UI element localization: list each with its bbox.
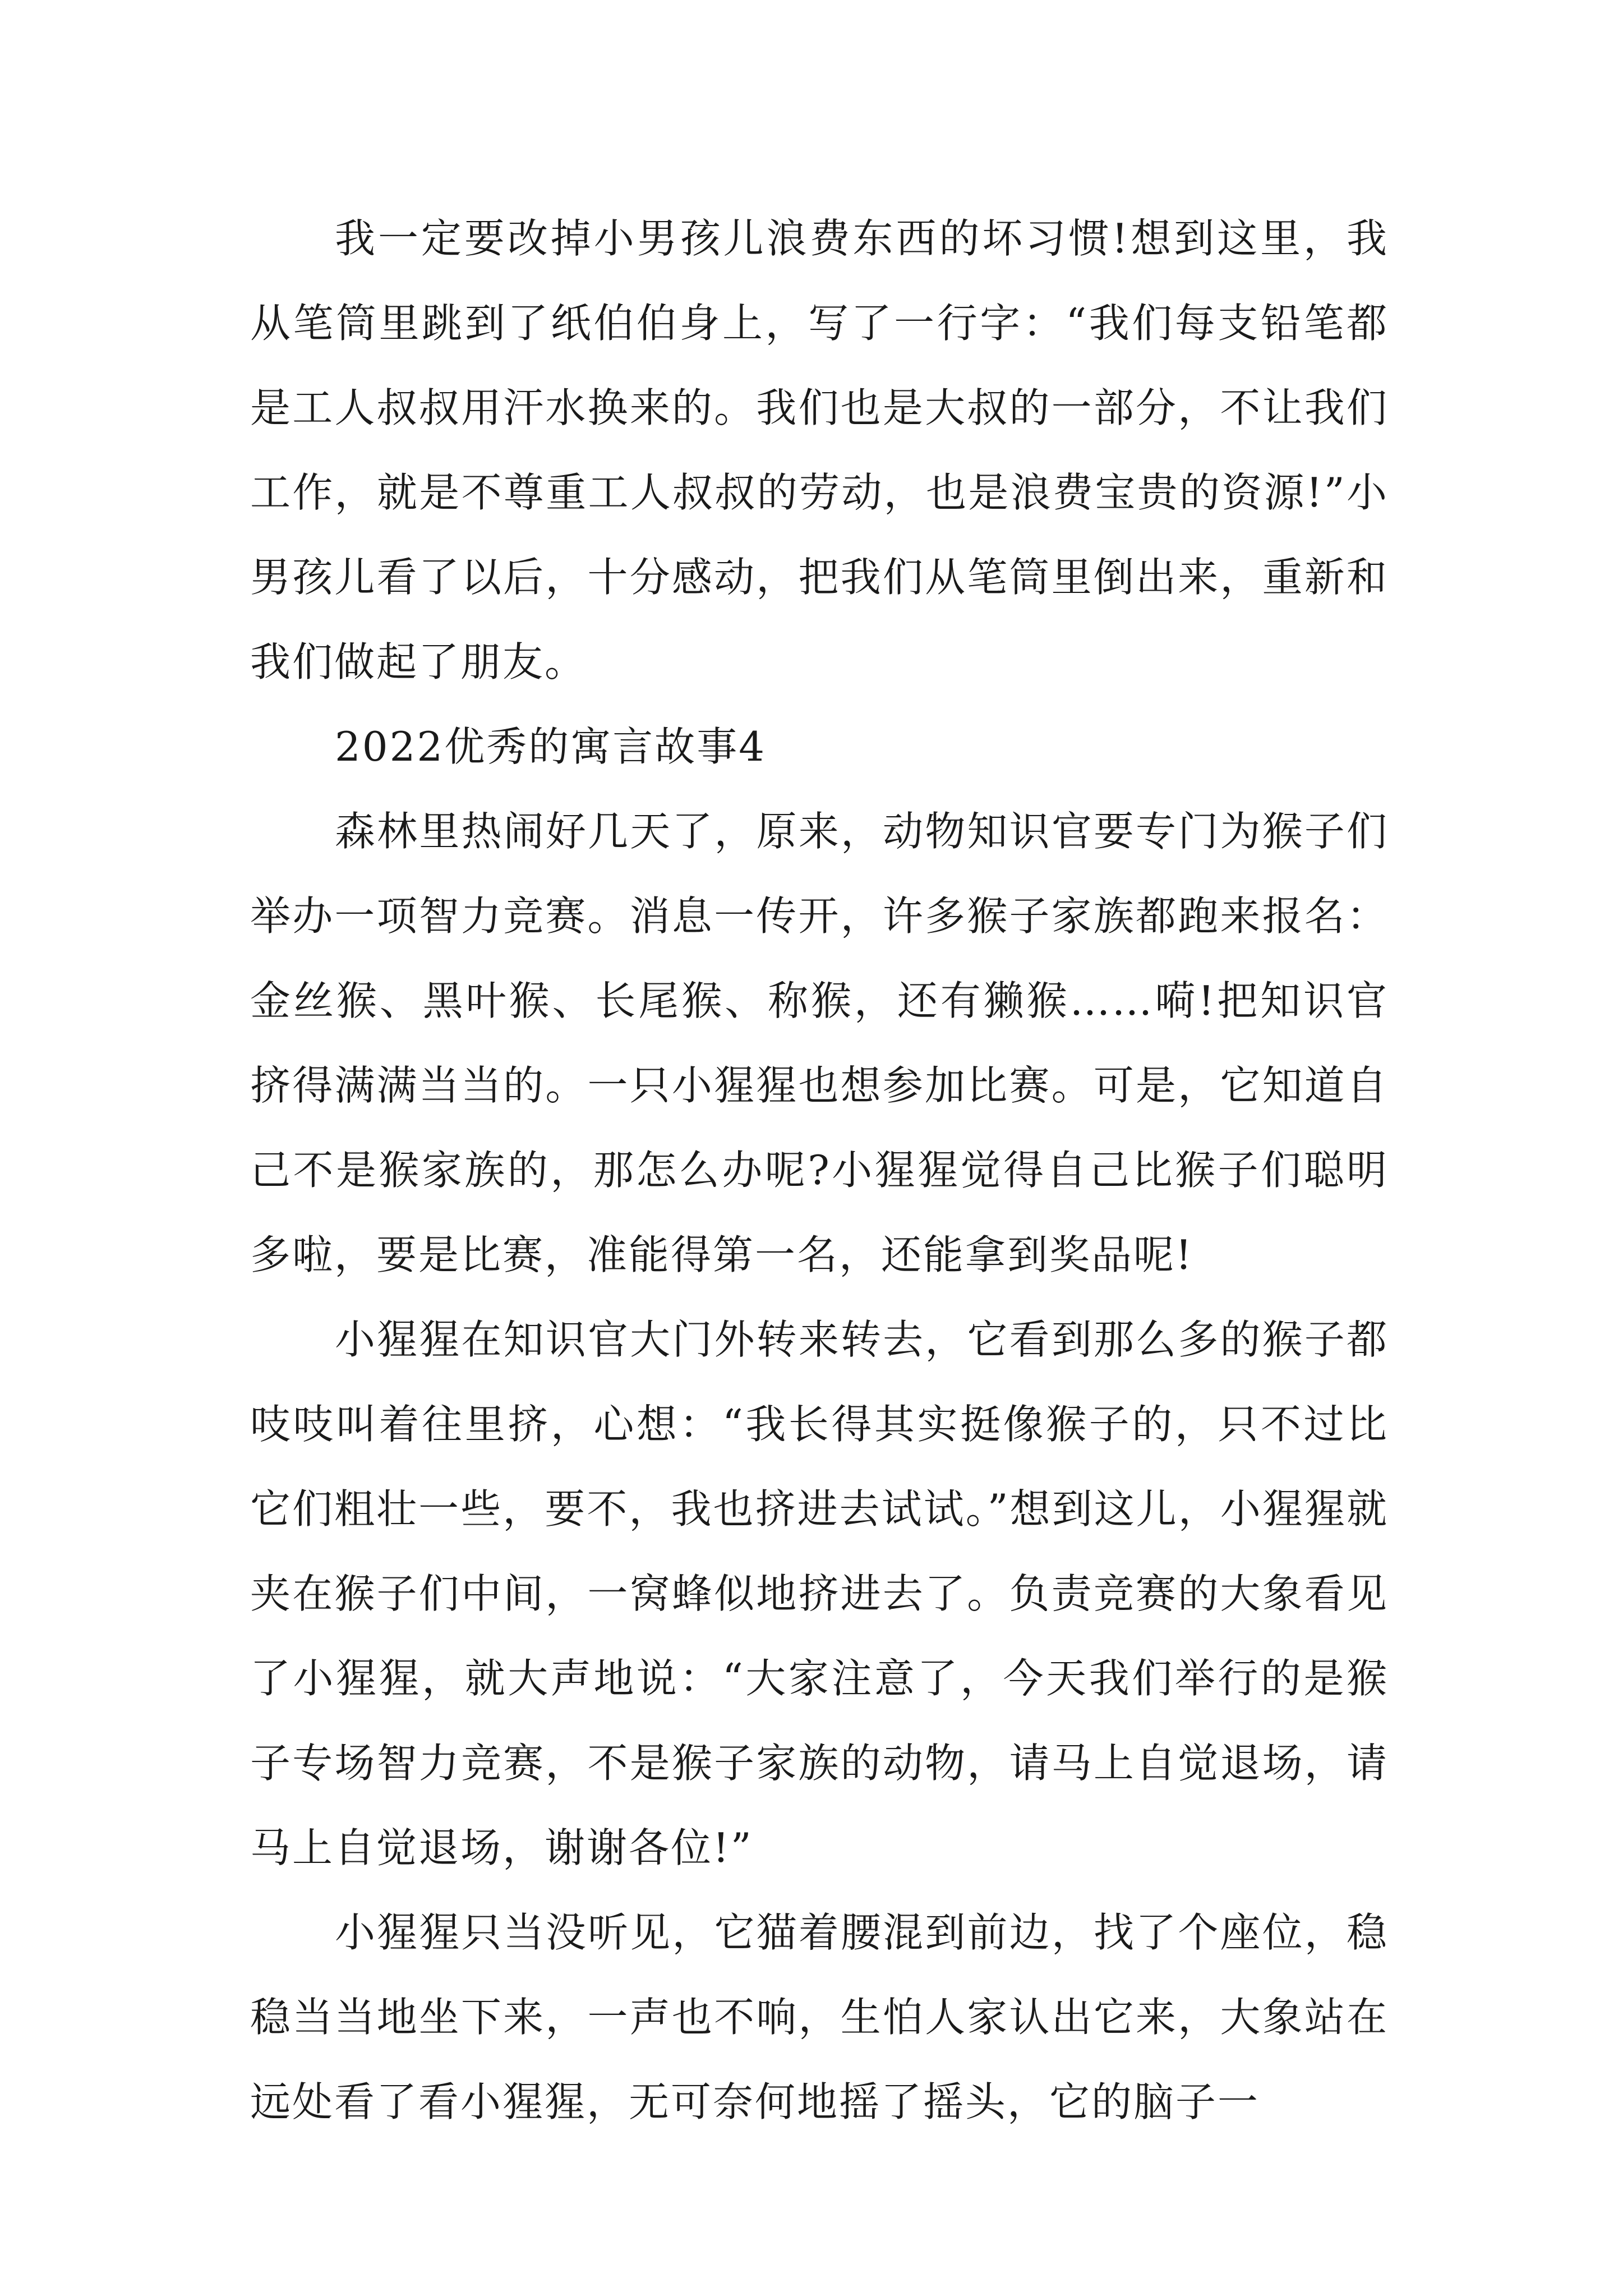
document-body xyxy=(250,196,1389,2145)
paragraph-1: 我一定要改掉小男孩儿浪费东西的坏习惯!想到这里，我从笔筒里跳到了纸伯伯身上，写了一行字：“我们每支铅笔都是工人叔叔用汗水换来的。我们也是大叔的一部分，不让我们工作，就是不尊重工人叔叔的劳动，也是浪费宝贵的资源!”小男孩儿看了以后，十分感动，把我们从笔筒里倒出来，重新和我们做起了朋友。 xyxy=(250,215,1389,685)
section-heading: 2022优秀的寓言故事4 xyxy=(335,723,767,770)
paragraph-2: 森林里热闹好几天了，原来，动物知识官要专门为猴子们举办一项智力竞赛。消息一传开，许多猴子家族都跑来报名：金丝猴、黑叶猴、长尾猴、称猴，还有獭猴……嗬!把知识官挤得满满当当的。一只小猩猩也想参加比赛。可是，它知道自己不是猴家族的，那怎么办呢?小猩猩觉得自己比猴子们聪明多啦，要是比赛，准能得第一名，还能拿到奖品呢! xyxy=(250,808,1389,1278)
paragraph-3: 小猩猩在知识官大门外转来转去，它看到那么多的猴子都吱吱叫着往里挤，心想：“我长得其实挺像猴子的，只不过比它们粗壮一些，要不，我也挤进去试试。”想到这儿，小猩猩就夹在猴子们中间，一窝蜂似地挤进去了。负责竞赛的大象看见了小猩猩，就大声地说：“大家注意了，今天我们举行的是猴子专场智力竞赛，不是猴子家族的动物，请马上自觉退场，请马上自觉退场，谢谢各位!” xyxy=(250,1316,1389,1871)
paragraph-4: 小猩猩只当没听见，它猫着腰混到前边，找了个座位，稳稳当当地坐下来，一声也不响，生怕人家认出它来，大象站在远处看了看小猩猩，无可奈何地摇了摇头，它的脑子一 xyxy=(250,1909,1389,2125)
